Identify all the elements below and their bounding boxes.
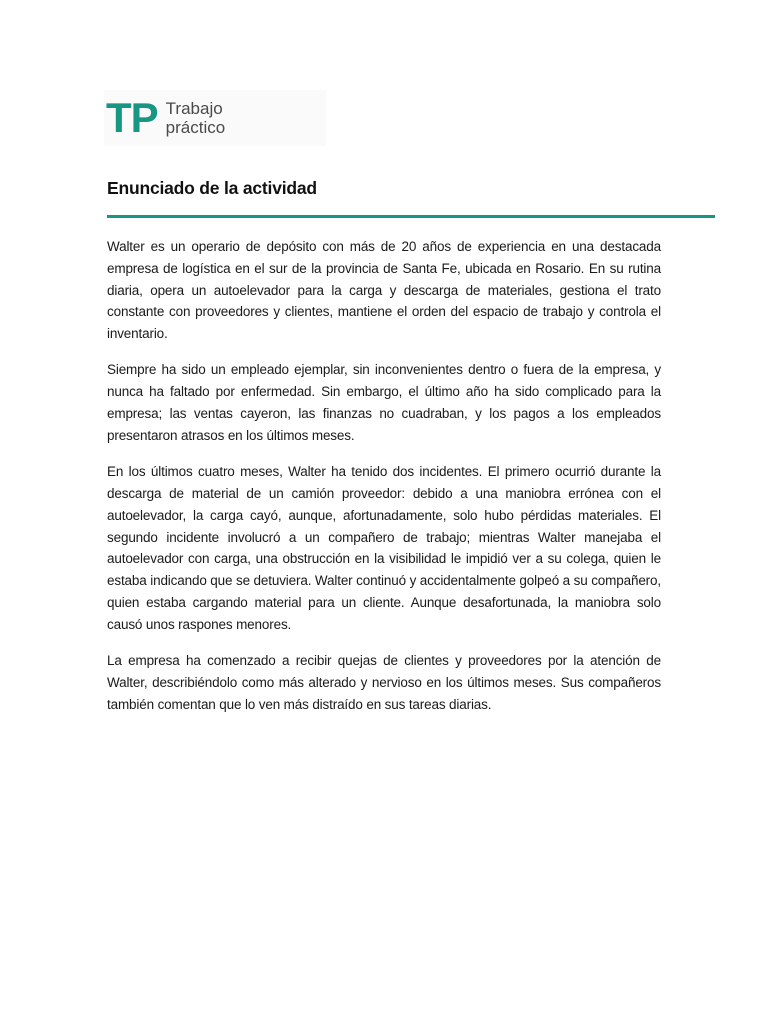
paragraph-2: Siempre ha sido un empleado ejemplar, sin inconvenientes dentro o fuera de la empresa, y nunca ha faltado por enfermedad. Sin embargo, el último año ha sido complicado para la empresa; las ventas cayeron, las finanzas no cuadraban, y los pagos a los empleados presentaron atrasos en los últimos meses. [107, 362, 661, 443]
paragraph-4: La empresa ha comenzado a recibir quejas de clientes y proveedores por la atención de Walter, describiéndolo como más alterado y nervioso en los últimos meses. Sus compañeros también comentan que lo ven más distraído en sus tareas diarias. [107, 653, 661, 712]
paragraph-1: Walter es un operario de depósito con más de 20 años de experiencia en una destacada empresa de logística en el sur de la provincia de Santa Fe, ubicada en Rosario. En su rutina diaria, opera un autoelevador para la carga y descarga de materiales, gestiona el trato constante con proveedores y clientes, mantiene el orden del espacio de trabajo y controla el inventario. [107, 239, 661, 342]
logo-line-2: práctico [165, 118, 226, 137]
section-title: Enunciado de la actividad [107, 178, 317, 198]
paragraph-3: En los últimos cuatro meses, Walter ha tenido dos incidentes. El primero ocurrió durante la descarga de material de un camión proveedor: debido a una maniobra errónea con el autoelevador, la carga cayó, aunque, afortunadamente, solo hubo pérdidas materiales. El segundo incidente involucró a un compañero de trabajo; mientras Walter manejaba el autoelevador con carga, una obstrucción en la visibilidad le impidió ver a su colega, quien le estaba indicando que se detuviera. Walter continuó y accidentalmente golpeó a su compañero, quien estaba cargando material para un cliente. Aunque desafortunada, la maniobra solo causó unos raspones menores. [107, 464, 661, 632]
logo-wordmark [166, 99, 226, 137]
activity-statement [107, 236, 661, 730]
tp-logo [104, 90, 326, 146]
section-divider [107, 215, 715, 218]
logo-line-1: Trabajo [165, 99, 223, 118]
logo-mark: TP [106, 94, 158, 141]
